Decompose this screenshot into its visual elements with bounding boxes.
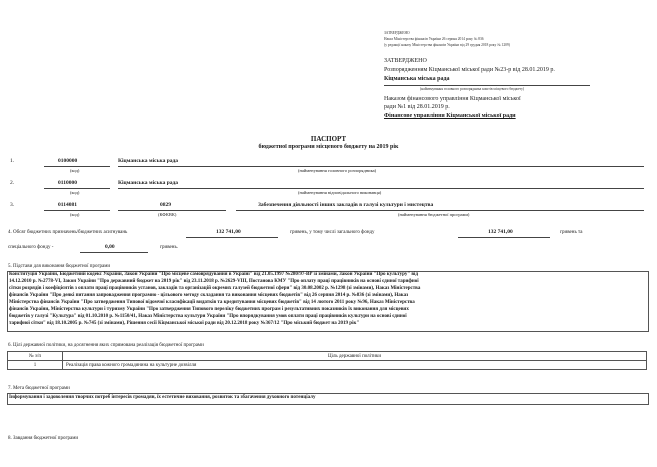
row-3-code: 0114081: [58, 202, 77, 208]
row-1-name: Кіцманська міська рада: [118, 158, 179, 164]
goals-table: [7, 351, 647, 370]
row-3-code-caption: (код): [70, 212, 80, 217]
fin-order-line-1: Наказом фінансового управління Кіцманської міської: [384, 96, 521, 102]
passport-subtitle: бюджетної програми місцевого бюджету на 2019 рік: [258, 144, 399, 150]
budget-text-1: 4. Обсяг бюджетних призначень/бюджетних асигнувань: [8, 230, 128, 235]
decree-text: Розпорядженням Кіцманської міської ради №23-р від 28.01.2019 р.: [384, 67, 555, 73]
section-5-heading: 5. Підстави для виконання бюджетної програми: [8, 264, 111, 269]
council-caption: (найменування головного розпорядника коштів місцевого бюджету): [420, 87, 525, 91]
row-3-name: Забезпечення діяльності інших закладів в галузі культури і мистецтва: [258, 202, 434, 208]
row-1-code-caption: (код): [70, 168, 80, 173]
goal-row-text: Реалізація права кожного громадянина на культурне дозвілля: [63, 361, 647, 370]
row-3-number: 3.: [10, 202, 15, 208]
budget-text-5: гривень.: [160, 245, 178, 250]
section-5-line-3: сітки розрядів і коефіцієнтів з оплати праці працівників установ, закладів та організацій окремих галузей бюджетної сфери" від 30.08.2002 р. №1298 (зі змінами), Наказ Міністерства: [9, 286, 421, 291]
budget-text-2: гривень, у тому числі загального фонду: [290, 230, 375, 235]
section-5-line-2: 14.12.2010 р. №2778-VI, Закон України "Про державний бюджет на 2019 рік" від 23.11.2018 р. №2629-VIII, Постанова КМУ "Про оплату праці працівників на основі єдиної тарифної: [9, 279, 419, 284]
row-1-number: 1.: [10, 158, 15, 164]
order-line-2: (у редакції наказу Міністерства фінансів України від 29 грудня 2018 року № 1209): [384, 43, 510, 47]
row-1-name-caption: (найменування головного розпорядника): [298, 168, 377, 173]
budget-general: 132 741,00: [488, 229, 513, 235]
section-5-line-4: фінансів України "Про деякі питання запровадження програмно - цільового методу складання та виконання місцевих бюджетів" від 26 серпня 2014 р. №836 (зі змінами), Наказ: [9, 293, 409, 298]
row-2-code-caption: (код): [70, 190, 80, 195]
row-1-code: 0100000: [58, 158, 78, 164]
row-2-name-caption: (найменування відповідального виконавця): [298, 190, 382, 195]
goal-row-num: 1: [8, 361, 63, 370]
budget-special: 0,00: [105, 244, 115, 250]
fin-dept-name: Фінансове управління Кіцманської міської ради: [384, 113, 516, 119]
section-7-heading: 7. Мета бюджетної програми: [8, 386, 70, 391]
row-2-code: 0110000: [58, 180, 77, 186]
council-name: Кіцманська міська рада: [384, 76, 450, 82]
approved-label: ЗАТВЕРДЖЕНО: [384, 58, 427, 64]
section-5-line-5: Міністерства фінансів України "Про затвердження Типової відомчої класифікації видатків та кредитування місцевих бюджетів" від 14 лютого 2011 року №96, Наказ Міністерства: [9, 300, 415, 305]
section-5-line-8: тарифної сітки" від 18.10.2005 р. №745 (зі змінами), Рішення сесії Кіцманської міської ради від 20.12.2018 року №367/12 "Про міський бюджет на 2019 рік": [9, 321, 360, 326]
row-3-kfkvk-caption: (КФКВК): [158, 212, 177, 217]
row-3-name-caption: (найменування бюджетної програми): [398, 212, 470, 217]
row-2-number: 2.: [10, 180, 15, 186]
budget-text-4: спеціального фонду -: [8, 245, 54, 250]
goals-col-goal: Ціль державної політики: [63, 352, 647, 361]
budget-text-3: гривень та: [560, 230, 583, 235]
section-7-text: Інформування і задоволення творчих потреб інтересів громадян, їх естетичне виховання, розвиток та збагачення духовного потенціалу: [9, 395, 316, 400]
goals-table-header: [8, 352, 647, 361]
budget-total: 132 741,00: [216, 229, 241, 235]
passport-title: ПАСПОРТ: [310, 135, 347, 143]
row-2-name: Кіцманська міська рада: [118, 180, 179, 186]
goals-col-num: № з/п: [8, 352, 63, 361]
order-line-1: Наказ Міністерства фінансів України 26 серпня 2014 року № 836: [384, 37, 484, 41]
section-5-line-6: фінансів України, Міністерства культури і туризму України "Про затвердження Типового переліку бюджетних програм і результативних показників їх виконання для місцевих: [9, 307, 409, 312]
approved-small-label: ЗАТВЕРДЖЕНО: [384, 31, 410, 35]
fin-order-line-2: ради №1 від 28.01.2019 р.: [384, 104, 450, 110]
table-row: [8, 361, 647, 370]
section-5-line-7: бюджетів у галузі "Культура" від 01.10.2010 р. №1150/41, Наказ Міністерства культури України "Про впорядкування умов оплати праці працівників культури на основі єдиної: [9, 314, 407, 319]
section-5-line-1: Конституція України, Бюджетний кодекс України, Закон України "Про місцеве самоврядування в Україні" від 21.05.1997 №280/97-ВР зі змінами, Закон України "Про культуру" від: [9, 272, 418, 277]
section-6-heading: 6. Цілі державної політики, на досягнення яких спрямована реалізація бюджетної програми: [8, 343, 204, 348]
row-3-kfkvk: 0829: [160, 202, 171, 208]
section-8-heading: 8. Завдання бюджетної програми: [8, 436, 79, 441]
